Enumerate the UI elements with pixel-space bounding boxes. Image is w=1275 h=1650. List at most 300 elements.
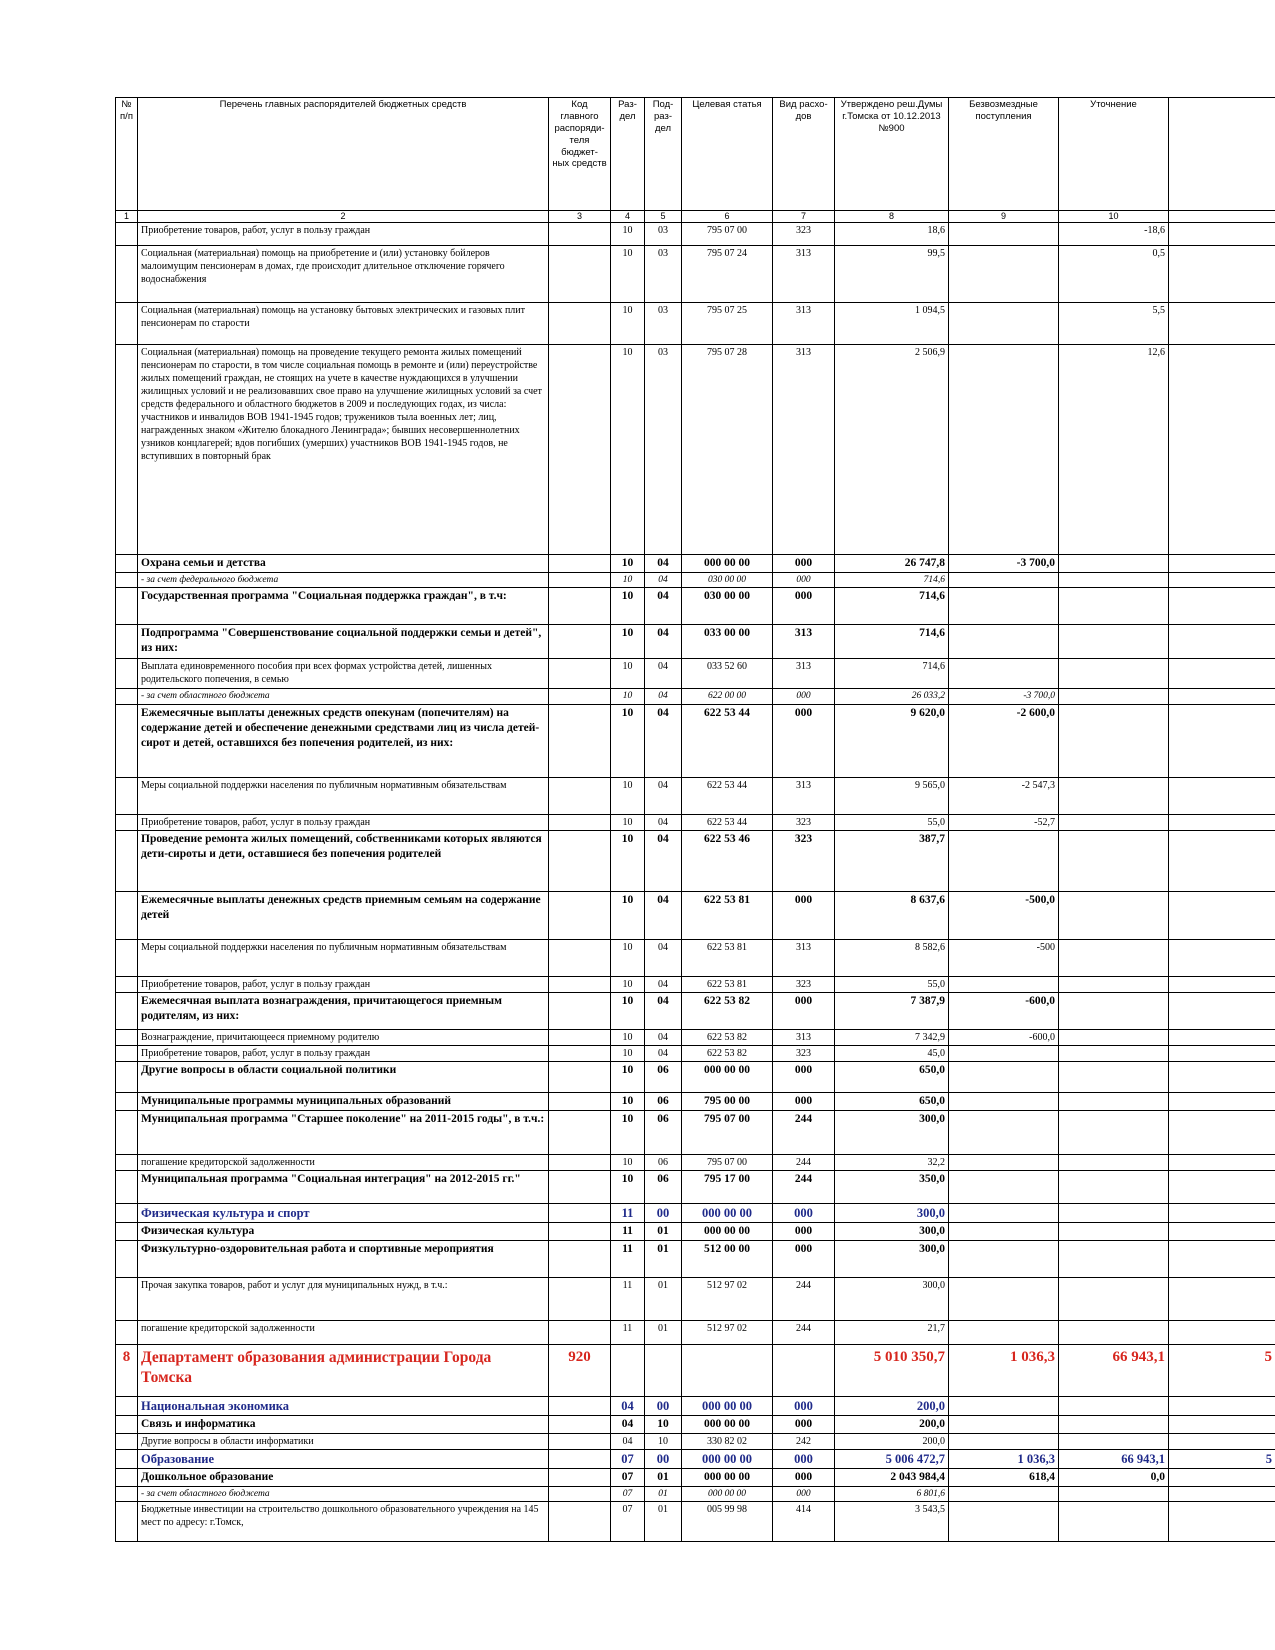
row-name: Государственная программа "Социальная поддержка граждан", в т.ч: bbox=[138, 588, 549, 625]
row-code bbox=[549, 1396, 611, 1415]
row-podrazdel: 06 bbox=[645, 1110, 682, 1154]
row-grants bbox=[949, 1416, 1059, 1434]
row-razdel: 10 bbox=[611, 1170, 645, 1203]
row-approved: 99,5 bbox=[835, 246, 949, 303]
row-extra bbox=[1169, 992, 1275, 1029]
row-code bbox=[549, 814, 611, 830]
row-adjust bbox=[1059, 830, 1169, 891]
row-extra bbox=[1169, 1433, 1275, 1449]
row-article: 000 00 00 bbox=[682, 1469, 773, 1487]
row-approved: 32,2 bbox=[835, 1154, 949, 1170]
row-name: Приобретение товаров, работ, услуг в пользу граждан bbox=[138, 1045, 549, 1061]
row-code bbox=[549, 1487, 611, 1502]
row-vid: 000 bbox=[773, 1240, 835, 1277]
row-number bbox=[116, 891, 138, 939]
row-article: 000 00 00 bbox=[682, 1396, 773, 1415]
row-vid: 000 bbox=[773, 572, 835, 587]
row-article: 795 07 28 bbox=[682, 345, 773, 555]
row-podrazdel: 04 bbox=[645, 689, 682, 704]
row-code bbox=[549, 1502, 611, 1542]
row-adjust bbox=[1059, 992, 1169, 1029]
row-podrazdel: 01 bbox=[645, 1469, 682, 1487]
row-article: 622 53 81 bbox=[682, 891, 773, 939]
row-code bbox=[549, 1240, 611, 1277]
table-row bbox=[116, 1396, 1275, 1415]
row-grants bbox=[949, 1240, 1059, 1277]
row-number bbox=[116, 1433, 138, 1449]
row-approved: 7 387,9 bbox=[835, 992, 949, 1029]
row-code bbox=[549, 572, 611, 587]
row-grants: -600,0 bbox=[949, 1029, 1059, 1045]
row-grants: -500 bbox=[949, 939, 1059, 976]
table-row bbox=[116, 625, 1275, 659]
row-grants bbox=[949, 1045, 1059, 1061]
row-approved: 2 506,9 bbox=[835, 345, 949, 555]
table-row bbox=[116, 1061, 1275, 1092]
row-article: 622 53 44 bbox=[682, 777, 773, 814]
row-adjust: 66 943,1 bbox=[1059, 1344, 1169, 1396]
row-name: Национальная экономика bbox=[138, 1396, 549, 1415]
row-number bbox=[116, 830, 138, 891]
row-extra bbox=[1169, 1502, 1275, 1542]
row-article: 622 53 46 bbox=[682, 830, 773, 891]
row-article: 622 53 44 bbox=[682, 704, 773, 777]
row-name: - за счет областного бюджета bbox=[138, 689, 549, 704]
table-row bbox=[116, 1222, 1275, 1240]
table-row bbox=[116, 1203, 1275, 1222]
table-row bbox=[116, 572, 1275, 587]
row-adjust: 12,6 bbox=[1059, 345, 1169, 555]
row-article: 795 00 00 bbox=[682, 1092, 773, 1110]
row-podrazdel: 04 bbox=[645, 588, 682, 625]
row-number bbox=[116, 223, 138, 246]
row-podrazdel: 06 bbox=[645, 1092, 682, 1110]
row-name: Ежемесячные выплаты денежных средств опекунам (попечителям) на содержание детей и обеспечение денежными средствами лиц из числа детей-сирот и детей, оставшихся без попечения родителей, из них: bbox=[138, 704, 549, 777]
row-approved: 9 565,0 bbox=[835, 777, 949, 814]
row-grants bbox=[949, 1433, 1059, 1449]
col-number: 5 bbox=[645, 211, 682, 223]
table-row bbox=[116, 1092, 1275, 1110]
row-grants: -52,7 bbox=[949, 814, 1059, 830]
col-header-name: Перечень главных распорядителей бюджетных средств bbox=[138, 98, 549, 211]
table-row bbox=[116, 1277, 1275, 1320]
table-row bbox=[116, 555, 1275, 573]
row-approved: 650,0 bbox=[835, 1061, 949, 1092]
row-podrazdel: 04 bbox=[645, 830, 682, 891]
row-approved: 714,6 bbox=[835, 659, 949, 689]
row-adjust bbox=[1059, 1240, 1169, 1277]
row-extra bbox=[1169, 1203, 1275, 1222]
col-header-adjust: Уточнение bbox=[1059, 98, 1169, 211]
row-name: Приобретение товаров, работ, услуг в пользу граждан bbox=[138, 814, 549, 830]
col-number: 7 bbox=[773, 211, 835, 223]
row-grants bbox=[949, 1061, 1059, 1092]
row-vid: 313 bbox=[773, 345, 835, 555]
row-number bbox=[116, 1320, 138, 1344]
table-row bbox=[116, 1416, 1275, 1434]
row-number bbox=[116, 1469, 138, 1487]
row-article: 000 00 00 bbox=[682, 1203, 773, 1222]
row-vid: 000 bbox=[773, 992, 835, 1029]
row-number bbox=[116, 1045, 138, 1061]
row-adjust bbox=[1059, 588, 1169, 625]
row-article: 330 82 02 bbox=[682, 1433, 773, 1449]
row-razdel: 10 bbox=[611, 246, 645, 303]
row-extra: 5 bbox=[1169, 1449, 1275, 1468]
table-row bbox=[116, 1110, 1275, 1154]
row-name: Физкультурно-оздоровительная работа и спортивные мероприятия bbox=[138, 1240, 549, 1277]
row-podrazdel: 04 bbox=[645, 814, 682, 830]
row-extra bbox=[1169, 1469, 1275, 1487]
row-extra bbox=[1169, 223, 1275, 246]
row-grants: -2 547,3 bbox=[949, 777, 1059, 814]
row-razdel: 10 bbox=[611, 891, 645, 939]
row-article: 030 00 00 bbox=[682, 588, 773, 625]
row-name: Связь и информатика bbox=[138, 1416, 549, 1434]
row-razdel: 10 bbox=[611, 992, 645, 1029]
row-vid: 000 bbox=[773, 689, 835, 704]
row-article: 622 53 82 bbox=[682, 992, 773, 1029]
row-number bbox=[116, 1203, 138, 1222]
row-razdel: 11 bbox=[611, 1222, 645, 1240]
row-grants bbox=[949, 1110, 1059, 1154]
row-approved: 650,0 bbox=[835, 1092, 949, 1110]
row-grants: 1 036,3 bbox=[949, 1344, 1059, 1396]
col-header-grants: Безвозмездные поступления bbox=[949, 98, 1059, 211]
row-article: 000 00 00 bbox=[682, 1449, 773, 1468]
row-approved: 8 637,6 bbox=[835, 891, 949, 939]
row-podrazdel: 06 bbox=[645, 1061, 682, 1092]
row-vid: 244 bbox=[773, 1277, 835, 1320]
row-razdel: 04 bbox=[611, 1416, 645, 1434]
row-razdel: 10 bbox=[611, 814, 645, 830]
row-article: 512 97 02 bbox=[682, 1320, 773, 1344]
row-extra bbox=[1169, 246, 1275, 303]
row-code bbox=[549, 992, 611, 1029]
row-article: 795 17 00 bbox=[682, 1170, 773, 1203]
table-row bbox=[116, 1045, 1275, 1061]
row-vid: 323 bbox=[773, 976, 835, 992]
row-razdel: 10 bbox=[611, 555, 645, 573]
row-adjust: 66 943,1 bbox=[1059, 1449, 1169, 1468]
row-extra bbox=[1169, 572, 1275, 587]
table-row bbox=[116, 777, 1275, 814]
row-number bbox=[116, 1502, 138, 1542]
col-header-code: Код главного распоряди- теля бюджет- ных средств bbox=[549, 98, 611, 211]
row-code bbox=[549, 1110, 611, 1154]
row-podrazdel: 04 bbox=[645, 555, 682, 573]
row-article: 512 97 02 bbox=[682, 1277, 773, 1320]
row-number bbox=[116, 939, 138, 976]
row-vid: 242 bbox=[773, 1433, 835, 1449]
row-article: 030 00 00 bbox=[682, 572, 773, 587]
row-razdel: 10 bbox=[611, 704, 645, 777]
row-extra bbox=[1169, 891, 1275, 939]
table-row bbox=[116, 1320, 1275, 1344]
row-name: Муниципальная программа "Старшее поколение" на 2011-2015 годы", в т.ч.: bbox=[138, 1110, 549, 1154]
row-grants bbox=[949, 659, 1059, 689]
table-row bbox=[116, 303, 1275, 345]
row-code bbox=[549, 704, 611, 777]
row-razdel: 07 bbox=[611, 1502, 645, 1542]
row-name: Ежемесячная выплата вознаграждения, причитающегося приемным родителям, из них: bbox=[138, 992, 549, 1029]
row-razdel: 10 bbox=[611, 830, 645, 891]
row-adjust bbox=[1059, 1092, 1169, 1110]
table-row bbox=[116, 1154, 1275, 1170]
row-approved: 300,0 bbox=[835, 1222, 949, 1240]
row-extra bbox=[1169, 1396, 1275, 1415]
row-podrazdel: 01 bbox=[645, 1240, 682, 1277]
row-adjust bbox=[1059, 891, 1169, 939]
row-podrazdel bbox=[645, 1344, 682, 1396]
row-adjust bbox=[1059, 689, 1169, 704]
row-adjust bbox=[1059, 625, 1169, 659]
row-vid: 313 bbox=[773, 939, 835, 976]
row-name: Ежемесячные выплаты денежных средств приемным семьям на содержание детей bbox=[138, 891, 549, 939]
row-podrazdel: 04 bbox=[645, 777, 682, 814]
row-approved: 21,7 bbox=[835, 1320, 949, 1344]
row-number bbox=[116, 1029, 138, 1045]
row-extra bbox=[1169, 555, 1275, 573]
row-podrazdel: 01 bbox=[645, 1487, 682, 1502]
row-number bbox=[116, 1061, 138, 1092]
row-vid: 313 bbox=[773, 1029, 835, 1045]
row-approved: 714,6 bbox=[835, 588, 949, 625]
row-vid: 323 bbox=[773, 814, 835, 830]
row-code bbox=[549, 1154, 611, 1170]
row-number bbox=[116, 659, 138, 689]
row-vid: 323 bbox=[773, 1045, 835, 1061]
row-razdel: 04 bbox=[611, 1433, 645, 1449]
row-article: 033 52 60 bbox=[682, 659, 773, 689]
row-number bbox=[116, 1222, 138, 1240]
row-grants bbox=[949, 976, 1059, 992]
row-podrazdel: 04 bbox=[645, 704, 682, 777]
row-article: 622 00 00 bbox=[682, 689, 773, 704]
row-name: Охрана семьи и детства bbox=[138, 555, 549, 573]
row-razdel: 10 bbox=[611, 1110, 645, 1154]
row-approved: 6 801,6 bbox=[835, 1487, 949, 1502]
row-name: Прочая закупка товаров, работ и услуг для муниципальных нужд, в т.ч.: bbox=[138, 1277, 549, 1320]
table-row bbox=[116, 1469, 1275, 1487]
row-approved: 200,0 bbox=[835, 1433, 949, 1449]
row-extra: 5 bbox=[1169, 1344, 1275, 1396]
row-adjust bbox=[1059, 1222, 1169, 1240]
row-article: 000 00 00 bbox=[682, 555, 773, 573]
row-grants: 1 036,3 bbox=[949, 1449, 1059, 1468]
row-name: Вознаграждение, причитающееся приемному родителю bbox=[138, 1029, 549, 1045]
row-razdel: 10 bbox=[611, 659, 645, 689]
row-name: Физическая культура bbox=[138, 1222, 549, 1240]
table-row bbox=[116, 223, 1275, 246]
row-number bbox=[116, 1240, 138, 1277]
row-grants bbox=[949, 1277, 1059, 1320]
row-vid: 000 bbox=[773, 1092, 835, 1110]
col-header-razdel: Раз- дел bbox=[611, 98, 645, 211]
row-grants bbox=[949, 572, 1059, 587]
row-approved: 45,0 bbox=[835, 1045, 949, 1061]
row-approved: 350,0 bbox=[835, 1170, 949, 1203]
table-row bbox=[116, 814, 1275, 830]
row-vid: 313 bbox=[773, 777, 835, 814]
row-vid: 000 bbox=[773, 1203, 835, 1222]
row-number bbox=[116, 1396, 138, 1415]
row-vid: 244 bbox=[773, 1320, 835, 1344]
table-row bbox=[116, 1240, 1275, 1277]
row-adjust bbox=[1059, 659, 1169, 689]
row-razdel: 10 bbox=[611, 572, 645, 587]
header-row bbox=[116, 98, 1275, 211]
row-extra bbox=[1169, 1320, 1275, 1344]
row-adjust bbox=[1059, 1061, 1169, 1092]
row-razdel: 11 bbox=[611, 1240, 645, 1277]
row-name: Образование bbox=[138, 1449, 549, 1468]
row-code bbox=[549, 625, 611, 659]
col-number: 10 bbox=[1059, 211, 1169, 223]
row-number bbox=[116, 625, 138, 659]
row-code bbox=[549, 1029, 611, 1045]
row-number bbox=[116, 1154, 138, 1170]
row-podrazdel: 06 bbox=[645, 1170, 682, 1203]
row-adjust bbox=[1059, 814, 1169, 830]
row-approved: 8 582,6 bbox=[835, 939, 949, 976]
row-article: 000 00 00 bbox=[682, 1222, 773, 1240]
row-vid: 000 bbox=[773, 555, 835, 573]
row-adjust bbox=[1059, 1170, 1169, 1203]
row-podrazdel: 00 bbox=[645, 1449, 682, 1468]
row-code bbox=[549, 1277, 611, 1320]
row-extra bbox=[1169, 1061, 1275, 1092]
row-number: 8 bbox=[116, 1344, 138, 1396]
row-podrazdel: 10 bbox=[645, 1416, 682, 1434]
row-extra bbox=[1169, 1045, 1275, 1061]
row-extra bbox=[1169, 625, 1275, 659]
col-header-extra bbox=[1169, 98, 1275, 211]
row-adjust bbox=[1059, 1045, 1169, 1061]
row-name: Дошкольное образование bbox=[138, 1469, 549, 1487]
col-number: 9 bbox=[949, 211, 1059, 223]
row-grants bbox=[949, 1203, 1059, 1222]
row-adjust bbox=[1059, 1203, 1169, 1222]
row-grants: -600,0 bbox=[949, 992, 1059, 1029]
table-row bbox=[116, 1502, 1275, 1542]
row-article: 000 00 00 bbox=[682, 1061, 773, 1092]
col-number: 3 bbox=[549, 211, 611, 223]
row-razdel: 07 bbox=[611, 1469, 645, 1487]
row-vid: 244 bbox=[773, 1154, 835, 1170]
row-article: 622 53 82 bbox=[682, 1045, 773, 1061]
row-approved: 200,0 bbox=[835, 1416, 949, 1434]
row-code bbox=[549, 891, 611, 939]
row-number bbox=[116, 303, 138, 345]
row-number bbox=[116, 588, 138, 625]
row-razdel: 10 bbox=[611, 1045, 645, 1061]
row-name: Меры социальной поддержки населения по публичным нормативным обязательствам bbox=[138, 939, 549, 976]
row-podrazdel: 06 bbox=[645, 1154, 682, 1170]
row-extra bbox=[1169, 1110, 1275, 1154]
row-approved: 2 043 984,4 bbox=[835, 1469, 949, 1487]
table-row bbox=[116, 1487, 1275, 1502]
row-extra bbox=[1169, 659, 1275, 689]
row-extra bbox=[1169, 939, 1275, 976]
row-approved: 5 006 472,7 bbox=[835, 1449, 949, 1468]
row-grants bbox=[949, 246, 1059, 303]
row-extra bbox=[1169, 345, 1275, 555]
row-adjust bbox=[1059, 1502, 1169, 1542]
row-podrazdel: 03 bbox=[645, 345, 682, 555]
row-extra bbox=[1169, 1487, 1275, 1502]
row-name: Приобретение товаров, работ, услуг в пользу граждан bbox=[138, 223, 549, 246]
row-article: 622 53 82 bbox=[682, 1029, 773, 1045]
row-extra bbox=[1169, 1240, 1275, 1277]
row-number bbox=[116, 1416, 138, 1434]
row-grants bbox=[949, 303, 1059, 345]
row-code bbox=[549, 1416, 611, 1434]
row-code bbox=[549, 1170, 611, 1203]
row-article: 795 07 00 bbox=[682, 1110, 773, 1154]
row-adjust: 0,5 bbox=[1059, 246, 1169, 303]
row-vid: 000 bbox=[773, 1396, 835, 1415]
row-code bbox=[549, 223, 611, 246]
row-vid: 313 bbox=[773, 625, 835, 659]
row-name: Другие вопросы в области социальной политики bbox=[138, 1061, 549, 1092]
table-row bbox=[116, 345, 1275, 555]
row-adjust bbox=[1059, 555, 1169, 573]
row-razdel: 10 bbox=[611, 1092, 645, 1110]
row-vid: 000 bbox=[773, 1222, 835, 1240]
row-razdel: 10 bbox=[611, 345, 645, 555]
row-name: Муниципальные программы муниципальных образований bbox=[138, 1092, 549, 1110]
row-podrazdel: 04 bbox=[645, 891, 682, 939]
row-name: Приобретение товаров, работ, услуг в пользу граждан bbox=[138, 976, 549, 992]
row-razdel: 10 bbox=[611, 303, 645, 345]
row-vid bbox=[773, 1344, 835, 1396]
row-podrazdel: 04 bbox=[645, 992, 682, 1029]
row-approved: 26 033,2 bbox=[835, 689, 949, 704]
row-approved: 1 094,5 bbox=[835, 303, 949, 345]
row-code bbox=[549, 345, 611, 555]
row-razdel: 07 bbox=[611, 1449, 645, 1468]
row-razdel: 10 bbox=[611, 777, 645, 814]
row-approved: 55,0 bbox=[835, 814, 949, 830]
row-extra bbox=[1169, 704, 1275, 777]
row-podrazdel: 04 bbox=[645, 572, 682, 587]
table-row bbox=[116, 689, 1275, 704]
row-razdel: 11 bbox=[611, 1277, 645, 1320]
row-article: 795 07 25 bbox=[682, 303, 773, 345]
row-number bbox=[116, 976, 138, 992]
row-number bbox=[116, 1277, 138, 1320]
row-article: 033 00 00 bbox=[682, 625, 773, 659]
row-approved: 7 342,9 bbox=[835, 1029, 949, 1045]
row-name: погашение кредиторской задолженности bbox=[138, 1154, 549, 1170]
row-adjust bbox=[1059, 704, 1169, 777]
row-article: 512 00 00 bbox=[682, 1240, 773, 1277]
row-approved: 300,0 bbox=[835, 1240, 949, 1277]
row-extra bbox=[1169, 1154, 1275, 1170]
row-podrazdel: 03 bbox=[645, 223, 682, 246]
row-code bbox=[549, 976, 611, 992]
row-podrazdel: 04 bbox=[645, 659, 682, 689]
table-row bbox=[116, 1170, 1275, 1203]
row-podrazdel: 03 bbox=[645, 303, 682, 345]
row-grants bbox=[949, 1222, 1059, 1240]
row-number bbox=[116, 1170, 138, 1203]
row-approved: 5 010 350,7 bbox=[835, 1344, 949, 1396]
row-approved: 26 747,8 bbox=[835, 555, 949, 573]
row-razdel: 10 bbox=[611, 1061, 645, 1092]
row-code bbox=[549, 1433, 611, 1449]
